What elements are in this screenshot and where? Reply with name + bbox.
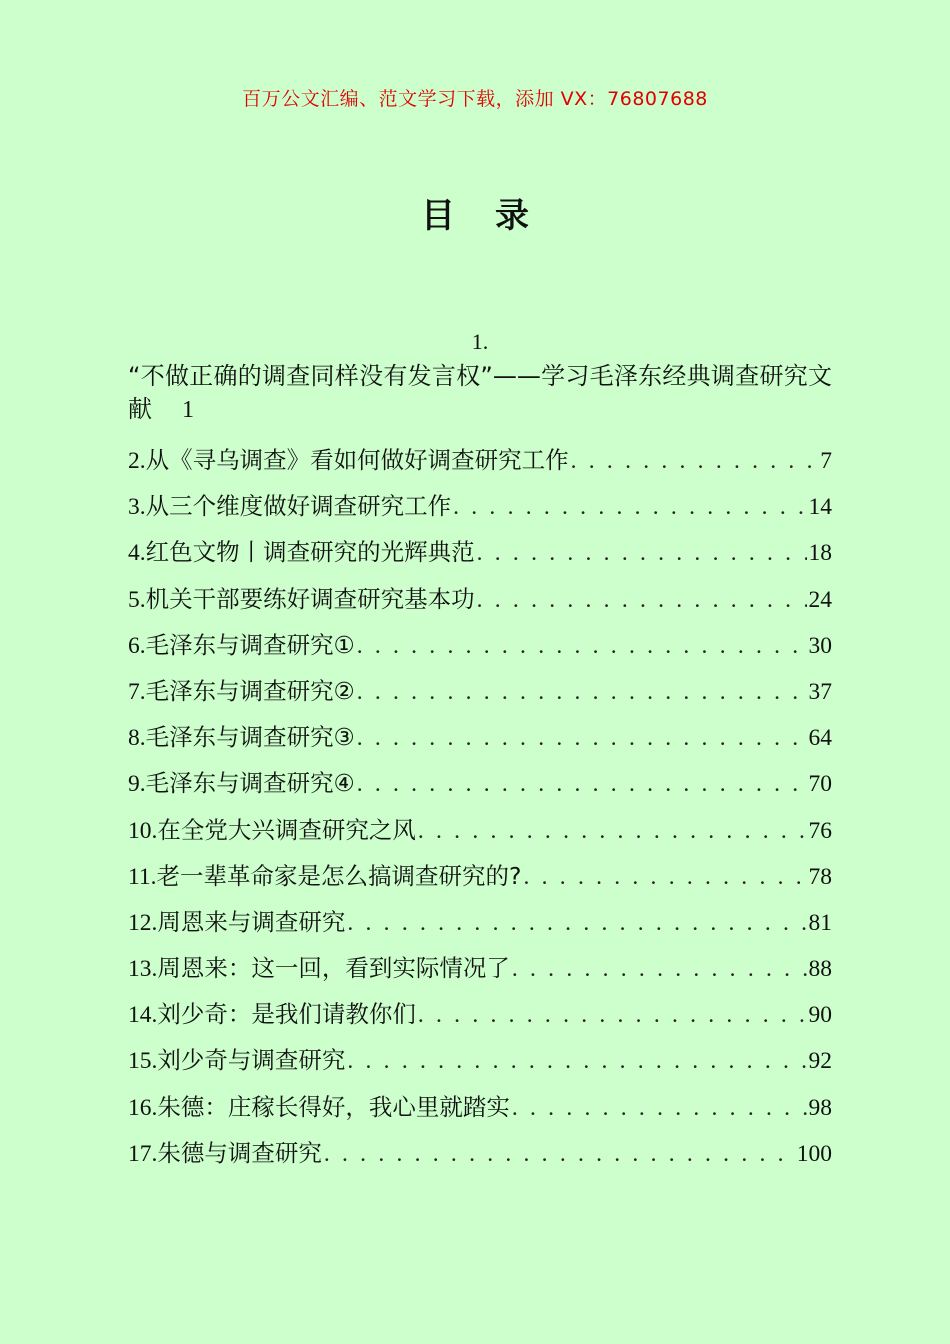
toc-entry-title: 毛泽东与调查研究④ — [145, 769, 355, 798]
toc-entry-title: 从三个维度做好调查研究工作 — [145, 492, 452, 521]
dot-leader — [357, 679, 807, 706]
toc-list — [128, 441, 832, 1180]
toc-entry-5[interactable] — [128, 580, 832, 626]
toc-entry-label — [128, 995, 416, 1029]
toc-entry-9[interactable] — [128, 764, 832, 810]
header-note: 百万公文汇编、范文学习下载，添加 VX：76807688 — [242, 88, 708, 110]
dot-leader — [357, 771, 807, 798]
toc-entry-7[interactable] — [128, 672, 832, 718]
toc-entry-page: 70 — [808, 771, 832, 798]
toc-entry-label — [128, 1134, 322, 1168]
toc-entry-title: 朱德：庄稼长得好，我心里就踏实 — [157, 1092, 510, 1121]
toc-entry-page: 81 — [808, 909, 832, 936]
toc-entry-number: 16. — [128, 1094, 158, 1121]
dot-leader — [524, 864, 807, 891]
toc-entry-title: 朱德与调查研究 — [157, 1138, 322, 1167]
toc-entry-title: 刘少奇与调查研究 — [157, 1046, 346, 1075]
toc-entry-11[interactable] — [128, 857, 832, 903]
dot-leader — [357, 725, 807, 752]
dot-leader — [512, 1095, 807, 1122]
dot-leader — [477, 587, 807, 614]
toc-entry-title: 红色文物丨调查研究的光辉典范 — [145, 538, 475, 567]
toc-entry-page: 18 — [808, 540, 832, 567]
toc-entry-number: 15. — [128, 1048, 158, 1075]
toc-entry-page: 14 — [808, 494, 832, 521]
toc-entry-number: 8. — [128, 725, 146, 752]
toc-entry-page: 78 — [808, 863, 832, 890]
toc-entry-number: 10. — [128, 817, 158, 844]
toc-entry-page: 7 — [820, 448, 832, 474]
toc-entry-label — [128, 903, 345, 937]
toc-entry-number: 6. — [128, 632, 146, 659]
toc-entry-2[interactable] — [128, 441, 832, 487]
toc-entry-page: 98 — [808, 1094, 832, 1121]
toc-entry-title: “不做正确的调查同样没有发言权”——学习毛泽东经典调查研究文献 — [128, 362, 832, 423]
toc-entry-15[interactable] — [128, 1041, 832, 1087]
toc-entry-title: 刘少奇：是我们请教你们 — [157, 1000, 416, 1029]
toc-entry-label — [128, 1041, 345, 1075]
toc-entry-label — [128, 487, 451, 521]
toc-entry-number: 1. — [471, 329, 489, 354]
toc-entry-number: 11. — [128, 863, 157, 890]
toc-entry-number: 4. — [128, 540, 146, 567]
page-title: 目录 — [421, 196, 569, 236]
toc-entry-label — [128, 764, 355, 798]
toc-entry-title: 毛泽东与调查研究① — [145, 630, 355, 659]
dot-leader — [512, 956, 807, 983]
toc-entry-label — [128, 811, 416, 845]
toc-entry-label — [128, 1088, 510, 1122]
toc-entry-16[interactable] — [128, 1088, 832, 1134]
toc-entry-title: 毛泽东与调查研究③ — [145, 723, 355, 752]
toc-entry-12[interactable] — [128, 903, 832, 949]
toc-entry-page: 100 — [796, 1140, 832, 1167]
toc-entry-page: 90 — [808, 1002, 832, 1029]
toc-entry-title: 周恩来：这一回，看到实际情况了 — [157, 954, 510, 983]
toc-entry-6[interactable] — [128, 626, 832, 672]
toc-entry-label — [128, 857, 522, 891]
toc-entry-title: 周恩来与调查研究 — [157, 907, 346, 936]
toc-entry-page: 24 — [808, 586, 832, 613]
toc-entry-label — [128, 718, 355, 752]
toc-entry-3[interactable] — [128, 487, 832, 533]
toc-entry-1[interactable] — [128, 325, 832, 427]
toc-entry-title: 在全党大兴调查研究之风 — [157, 815, 416, 844]
table-of-contents — [128, 325, 832, 1180]
toc-entry-page: 76 — [808, 817, 832, 844]
toc-entry-text-block — [128, 360, 832, 427]
toc-entry-label — [128, 533, 475, 567]
toc-entry-page: 30 — [808, 632, 832, 659]
toc-entry-number: 7. — [128, 678, 146, 705]
toc-entry-label — [128, 441, 569, 475]
dot-leader — [357, 633, 807, 660]
dot-leader — [453, 494, 806, 521]
dot-leader — [324, 1141, 795, 1168]
toc-entry-page: 88 — [808, 956, 832, 983]
toc-entry-page: 1 — [182, 397, 194, 423]
toc-entry-label — [128, 672, 355, 706]
toc-entry-14[interactable] — [128, 995, 832, 1041]
toc-entry-title: 机关干部要练好调查研究基本功 — [145, 584, 475, 613]
toc-entry-13[interactable] — [128, 949, 832, 995]
toc-entry-number: 14. — [128, 1002, 158, 1029]
toc-entry-number: 13. — [128, 956, 158, 983]
toc-entry-label — [128, 626, 355, 660]
toc-entry-title: 从《寻乌调查》看如何做好调查研究工作 — [145, 446, 569, 474]
toc-entry-title: 老一辈革命家是怎么搞调查研究的? — [156, 861, 522, 890]
toc-entry-number: 3. — [128, 494, 146, 521]
toc-entry-label — [128, 580, 475, 614]
dot-leader — [418, 1002, 807, 1029]
dot-leader — [477, 540, 807, 567]
toc-entry-4[interactable] — [128, 533, 832, 579]
dot-leader — [347, 1048, 806, 1075]
dot-leader — [571, 448, 819, 475]
toc-entry-number: 2. — [128, 448, 146, 474]
toc-entry-page: 92 — [808, 1048, 832, 1075]
toc-entry-number: 9. — [128, 771, 146, 798]
toc-entry-number: 12. — [128, 909, 158, 936]
toc-entry-title: 毛泽东与调查研究② — [145, 676, 355, 705]
toc-entry-label — [128, 949, 510, 983]
toc-entry-10[interactable] — [128, 811, 832, 857]
toc-entry-8[interactable] — [128, 718, 832, 764]
toc-entry-number: 17. — [128, 1140, 158, 1167]
toc-entry-17[interactable] — [128, 1134, 832, 1180]
toc-entry-page: 64 — [808, 725, 832, 752]
dot-leader — [347, 910, 806, 937]
toc-entry-number: 5. — [128, 586, 146, 613]
toc-entry-page: 37 — [808, 678, 832, 705]
dot-leader — [418, 818, 807, 845]
